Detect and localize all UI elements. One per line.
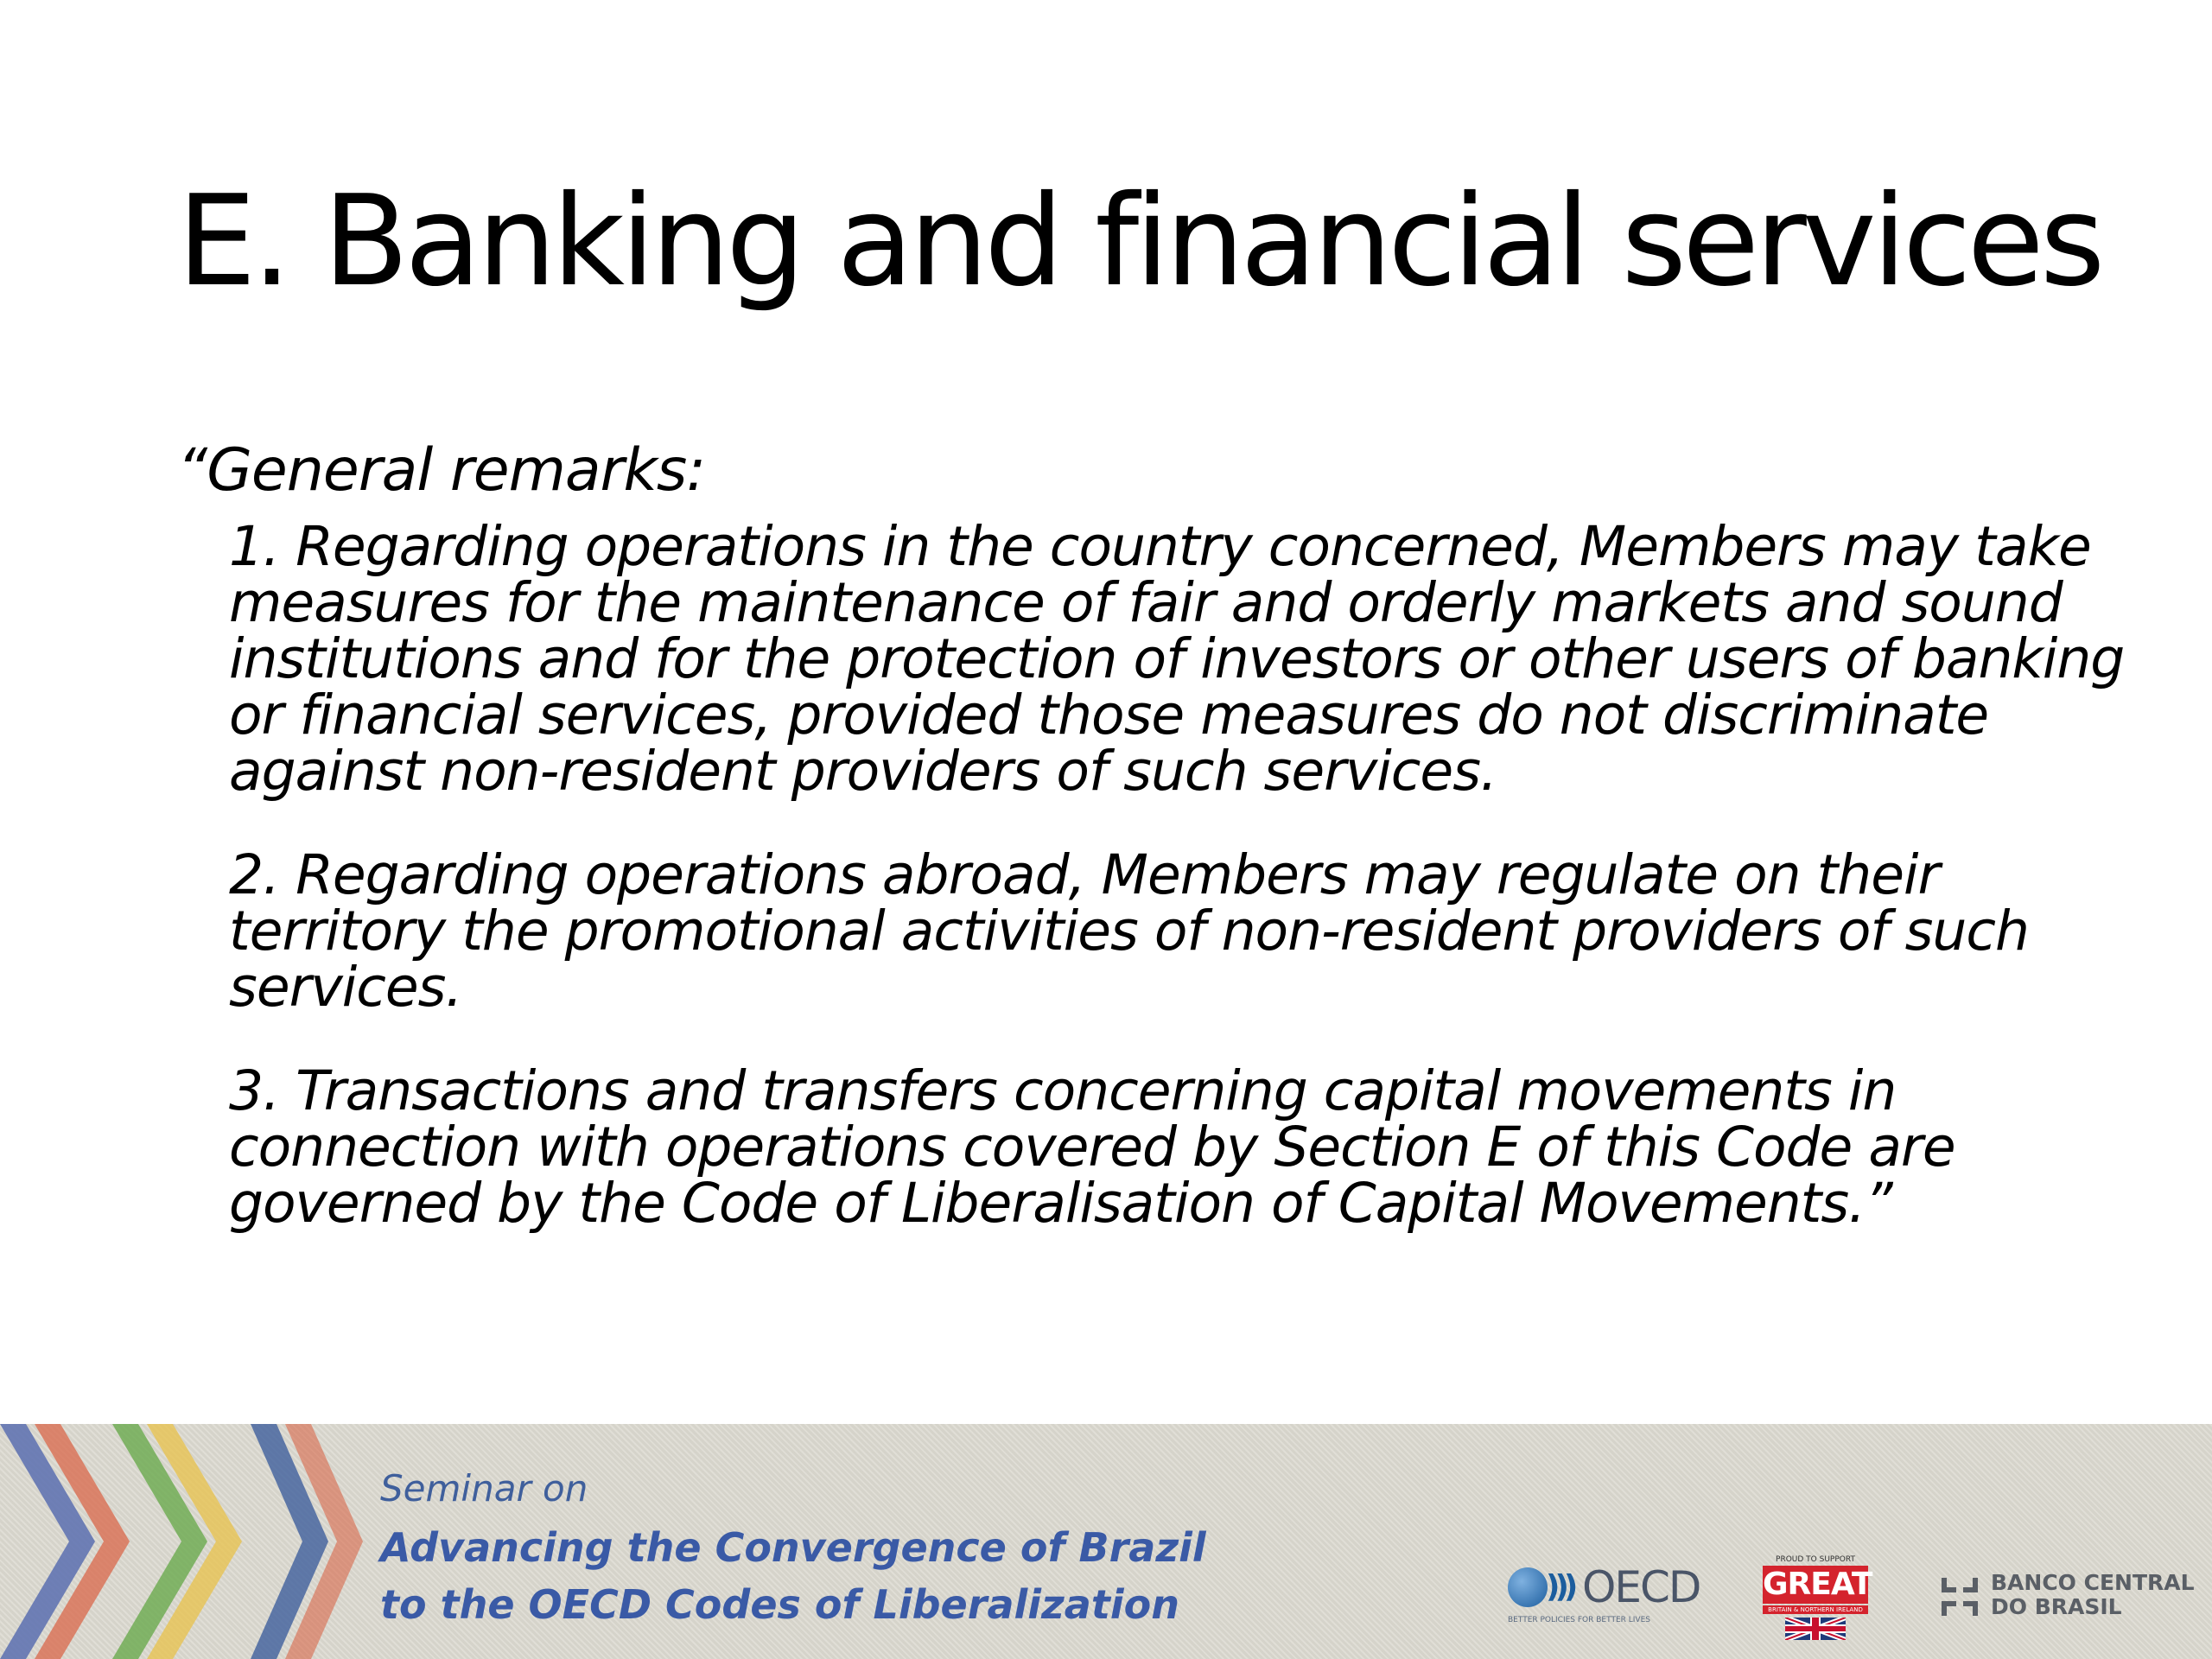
decorative-ribbons-graphic — [0, 1424, 363, 1659]
banco-central-logo — [1936, 1569, 2195, 1630]
paragraph-3: 3. Transactions and transfers concerning capital movements in connection with operations covered by Section E of this Code are governed by the Code of Liberalisation of Capital Movements.” — [229, 1059, 1955, 1235]
great-logo — [1763, 1555, 1872, 1647]
oecd-arcs-icon: ))) — [1546, 1569, 1573, 1605]
paragraph-1: 1. Regarding operations in the country concerned, Members may take measures for the maintenance of fair and orderly markets and sound institutions and for the protection of investors or other users of banking or financial services, provided those measures do not discriminate against non-resident providers of such services. — [229, 515, 2125, 803]
globe-icon — [1508, 1567, 1548, 1607]
great-subtitle: BRITAIN & NORTHERN IRELAND — [1763, 1605, 1868, 1614]
intro-line: “General remarks: — [177, 436, 706, 505]
bcb-line1: BANCO CENTRAL — [1991, 1570, 2195, 1595]
paragraph-2: 2. Regarding operations abroad, Members may regulate on their territory the promotional activities of non-resident providers of such services. — [229, 843, 2029, 1019]
oecd-logo — [1508, 1562, 1700, 1640]
slide-body — [177, 432, 2130, 1279]
event-title — [380, 1519, 1206, 1633]
banco-central-emblem-icon — [1936, 1574, 1984, 1619]
oecd-word: OECD — [1582, 1562, 1700, 1612]
seminar-label: Seminar on — [380, 1467, 588, 1510]
banco-central-wordmark — [1991, 1571, 2195, 1619]
great-word: GREAT — [1763, 1567, 1872, 1602]
oecd-tagline: BETTER POLICIES FOR BETTER LIVES — [1508, 1616, 1650, 1624]
footer-band — [0, 1424, 2212, 1659]
great-top-text: PROUD TO SUPPORT — [1776, 1555, 1855, 1564]
bcb-line2: DO BRASIL — [1991, 1594, 2122, 1619]
union-flag-icon — [1785, 1618, 1846, 1640]
event-title-line2: to the OECD Codes of Liberalization — [380, 1581, 1179, 1628]
event-title-line1: Advancing the Convergence of Brazil — [380, 1524, 1206, 1571]
slide-title: E. Banking and financial services — [177, 168, 2101, 315]
